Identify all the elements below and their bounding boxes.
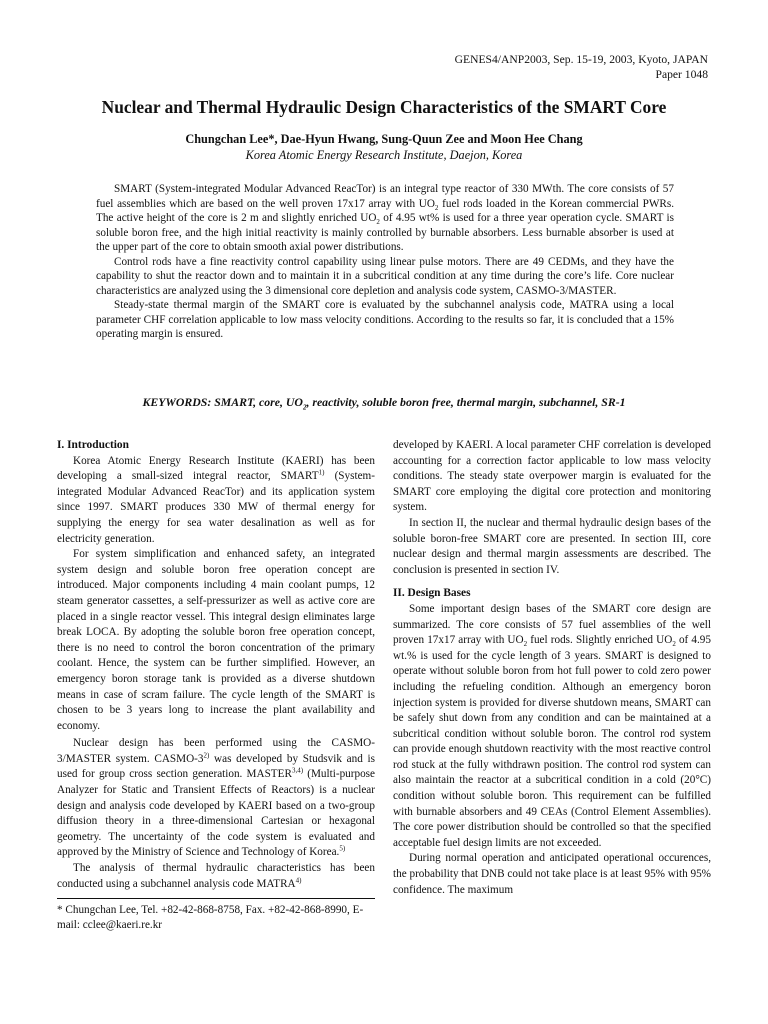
text-run: was developed by Studsvik and is used for group cross section generation. MASTER [57,752,375,781]
body-paragraph: In section II, the nuclear and thermal hydraulic design bases of the soluble boron-free SMART core are presented. In section III, core nuclear design and thermal margin assessments are described. The conclusion is presented in section IV. [393,516,711,576]
body-paragraph [393,602,711,852]
reference-marker: 4) [295,875,302,884]
left-column [57,438,375,892]
text-run: (Multi-purpose Analyzer for Static and Transient Effects of Reactors) is a nuclear design and analysis code developed by KAERI based on a two-group diffusion theory in a three-dimensional Cartesian or hexagonal geometry. The uncertainty of the code system is evaluated and approved by the Ministry of Science and Technology of Korea. [57,768,375,859]
text-run: fuel rods. Slightly enriched UO [527,634,673,647]
text-run: Nuclear design has been performed using the CASMO-3/MASTER system. CASMO-3 [57,737,375,765]
abstract-paragraph: Steady-state thermal margin of the SMART core is evaluated by the subchannel analysis code, MATRA using a local parameter CHF correlation applicable to low mass velocity conditions. According to the results so far, it is concluded that a 15% operating margin is ensured. [96,299,674,340]
reference-marker: 2) [203,751,210,760]
subscript: 2 [434,203,439,212]
body-paragraph [57,736,375,861]
abstract [96,182,674,342]
text-run: SMART (System-integrated Modular Advanced ReacTor) is an integral type reactor of 330 MWth. The core consists of 57 fuel assemblies which are based on the well proven 17x17 array with UO [96,183,674,210]
text-run: of 4.95 wt% is used for a three year operation cycle. SMART is soluble boron free, and the high initial reactivity is mainly controlled by burnable absorbers. Less burnable absorber is used at the upper part of the core to obtain smooth axial power distributions. [96,212,674,253]
conference-header [455,52,708,82]
footnote: * Chungchan Lee, Tel. +82-42-868-8758, Fax. +82-42-868-8990, E-mail: cclee@kaeri.re.kr [57,898,375,934]
author-list: Chungchan Lee*, Dae-Hyun Hwang, Sung-Quun Zee and Moon Hee Chang [185,132,583,146]
keywords [40,395,728,410]
subscript: 2 [672,640,676,649]
right-column [393,438,711,898]
abstract-paragraph [96,182,674,255]
abstract-paragraph: Control rods have a fine reactivity control capability using linear pulse motors. There are 49 CEDMs, and they have the capability to shut the reactor down and to maintain it in a subcritical condition at any time during the core’s life. Core nuclear characteristics are analyzed using the 3 dimensional core depletion and analysis code system, CASMO-3/MASTER. [96,255,674,297]
reference-marker: 3,4) [291,766,304,775]
paper-title: Nuclear and Thermal Hydraulic Design Characteristics of the SMART Core [101,97,667,117]
body-paragraph [57,454,375,548]
body-paragraph: developed by KAERI. A local parameter CHF correlation is developed accounting for a correction factor applicable to low mass velocity conditions. The steady state overpower margin is evaluated for the SMART core employing the digital core protection and monitoring system. [393,439,711,514]
text-run: , reactivity, soluble boron free, thermal margin, subchannel, SR-1 [306,395,626,409]
text-run: (System-integrated Modular Advanced ReacTor) and its application system since 1997. SMART produces 330 MW of thermal energy for supplying the energy for sea water desalination as well as for electricity generation. [57,470,375,545]
text-run: of 4.95 wt.% is used for the cycle length of 3 years. SMART is designed to operate without soluble boron from hot full power to cold zero power including the refueling condition. Although an emergency boron injection system is provided for diverse shutdown means, SMART can be safely shut down from any condition and can be maintained at a subcritical condition without soluble boron. The control rod system can provide enough shutdown reactivity with the most reactive control rod stuck at the fully withdrawn position. The control rod system can also maintain the reactor at a subcritical condition in a cold (20°C) condition without soluble boron. This requirement can be fulfilled with burnable absorbers and 49 CEAs (Control Element Assemblies). The core power distribution should be controlled so that the specified acceptable fuel design limits are not exceeded. [393,634,711,849]
body-paragraph: For system simplification and enhanced safety, an integrated system design and soluble boron free operation concept are introduced. Major components including 4 main coolant pumps, 12 steam generator cassettes, a self-pressurizer as well as active core are placed in a single reactor vessel. This integral design eliminates large break LOCA. By adopting the soluble boron free operation concept, there is no need to control the boron concentration of the primary coolant. Hence, the system can be further simplified. However, an emergency boron storage tank is provided as a diverse shutdown means in case of scram failure. The cycle length of the SMART is chosen to be 3 years long to increase the plant availability and economy. [57,548,375,732]
subscript: 2 [376,218,380,227]
reference-marker: 5) [339,844,346,853]
subscript: 2 [302,403,307,412]
reference-marker: 1) [318,468,325,477]
text-run: KEYWORDS: SMART, core, UO [142,395,303,409]
subscript: 2 [523,640,528,649]
body-paragraph: During normal operation and anticipated operational occurences, the probability that DNB could not take place is at least 95% with 95% confidence. The maximum [393,852,711,896]
text-run: fuel rods loaded in the Korean commercial PWRs. The active height of the core is 2 m and slightly enriched UO [96,197,674,224]
text-run: Korea Atomic Energy Research Institute (KAERI) has been developing a small-sized integral reactor, SMART [57,454,375,483]
paper-number: Paper 1048 [655,68,708,81]
section-heading-introduction: I. Introduction [57,439,129,451]
body-paragraph [57,861,375,892]
affiliation: Korea Atomic Energy Research Institute, Daejon, Korea [245,148,523,162]
text-run: Some important design bases of the SMART core design are summarized. The core consists of 57 fuel assemblies of the well proven 17x17 array with UO [393,602,711,647]
section-heading-design-bases: II. Design Bases [393,587,471,600]
text-run: The analysis of thermal hydraulic characteristics has been conducted using a subchannel analysis code MATRA [57,862,375,890]
conference-line: GENES4/ANP2003, Sep. 15-19, 2003, Kyoto, JAPAN [454,53,708,66]
